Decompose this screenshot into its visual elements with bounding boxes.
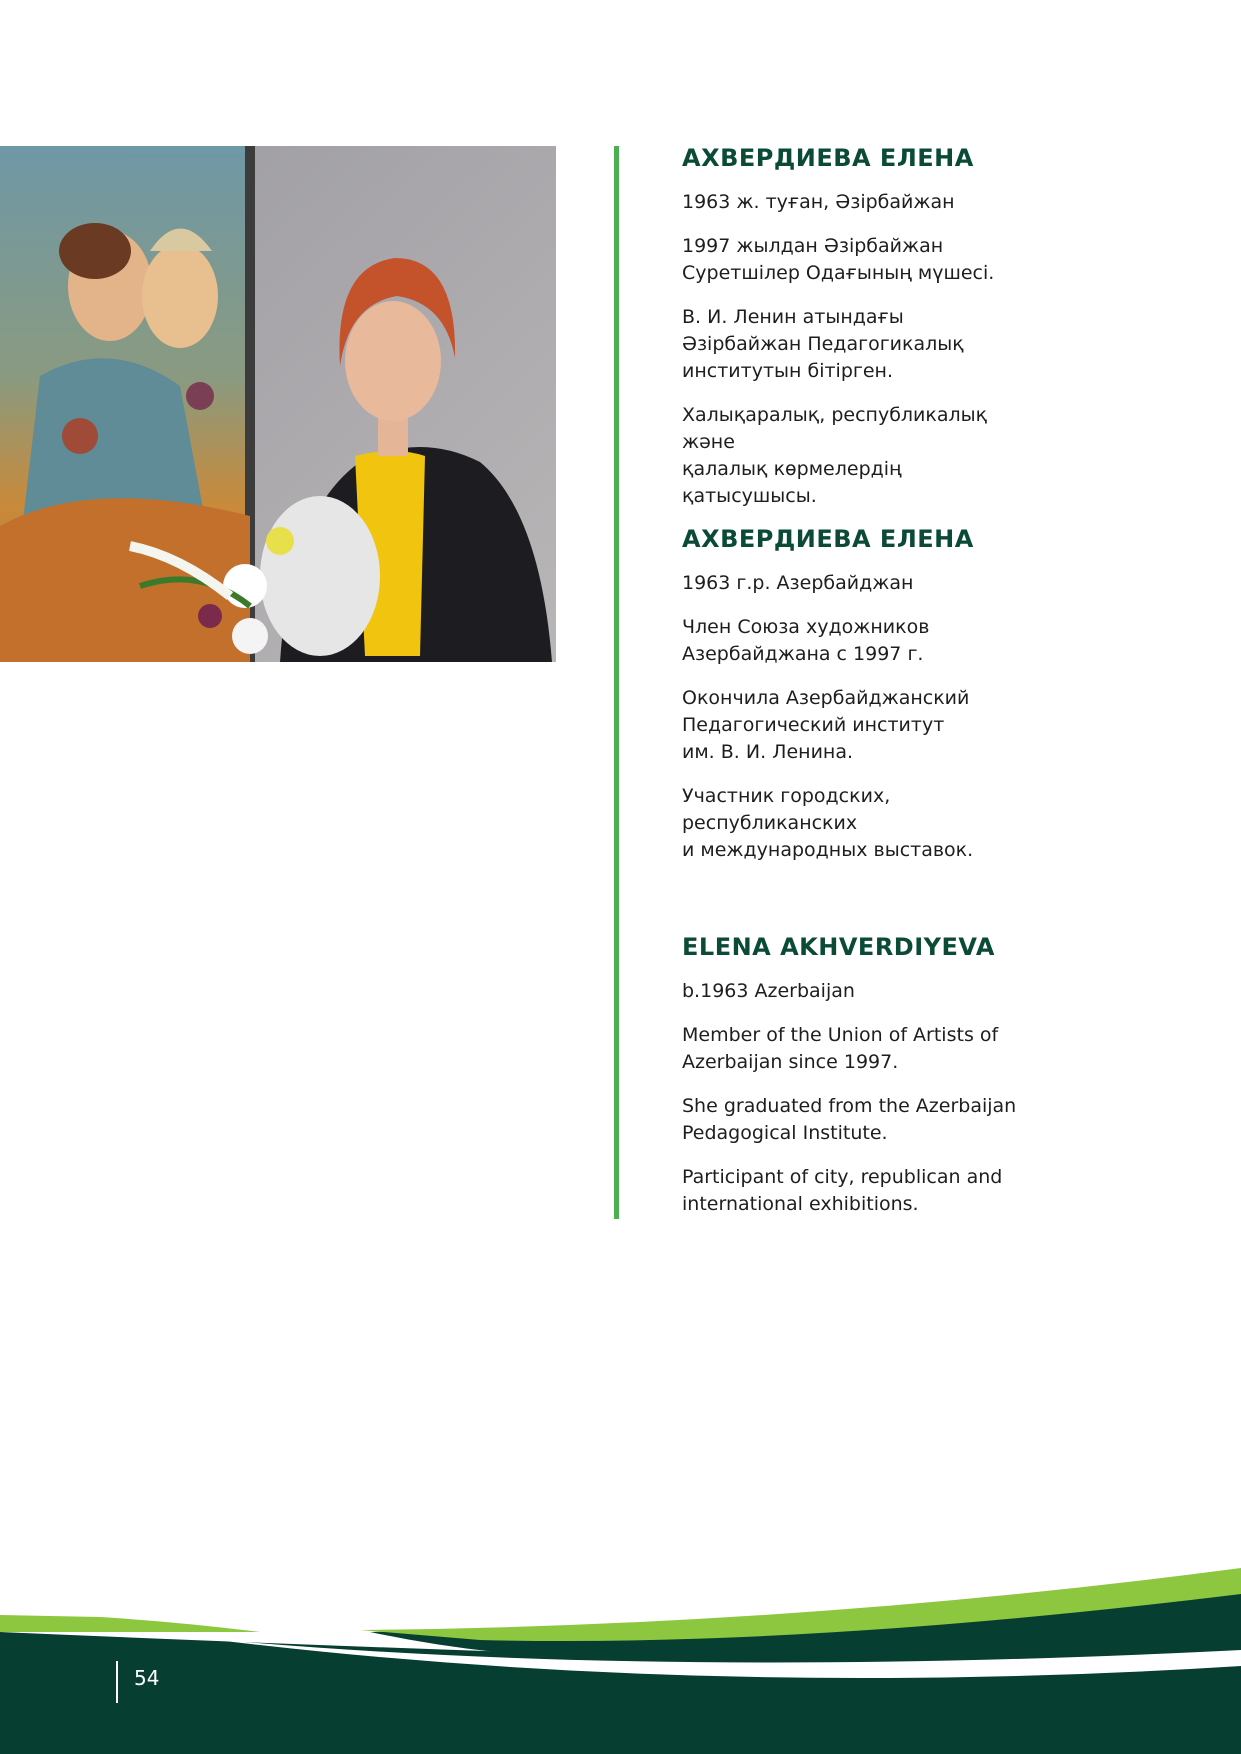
bio-line: Participant of city, republican and international exhibitions. (682, 1166, 1003, 1215)
bio-heading: ELENA AKHVERDIYEVA (682, 933, 995, 961)
bio-line: b.1963 Azerbaijan (682, 980, 855, 1002)
bio-heading: АХВЕРДИЕВА ЕЛЕНА (682, 525, 974, 553)
bio-line: Member of the Union of Artists of Azerbaijan since 1997. (682, 1024, 999, 1073)
bio-line: Участник городских, республиканских и международных выставок. (682, 785, 974, 861)
bio-line: 1963 ж. туған, Әзірбайжан (682, 191, 955, 213)
bio-section-english (682, 932, 1042, 1235)
bio-line: Окончила Азербайджанский Педагогический институт им. В. И. Ленина. (682, 687, 970, 763)
bio-line: В. И. Ленин атындағы Әзірбайжан Педагогикалық институтын бітірген. (682, 306, 964, 382)
bio-section-russian (682, 524, 1042, 881)
page-number: 54 (134, 1666, 160, 1690)
page-number-divider (116, 1661, 118, 1703)
bio-line: 1997 жылдан Әзірбайжан Суретшілер Одағының мүшесі. (682, 235, 995, 284)
bio-line: 1963 г.р. Азербайджан (682, 572, 914, 594)
bio-section-kazakh (682, 143, 1042, 527)
bio-line: Халықаралық, республикалық және қалалық көрмелердің қатысушысы. (682, 404, 988, 507)
vertical-divider (614, 146, 619, 1219)
bio-heading: АХВЕРДИЕВА ЕЛЕНА (682, 144, 974, 172)
artist-photo (0, 146, 556, 662)
artist-photo-graphic (0, 146, 556, 662)
bio-line: She graduated from the Azerbaijan Pedagogical Institute. (682, 1095, 1017, 1144)
bio-line: Член Союза художников Азербайджана с 1997 г. (682, 616, 930, 665)
footer-wave (0, 1560, 1241, 1754)
footer-wave-graphic (0, 1560, 1241, 1754)
